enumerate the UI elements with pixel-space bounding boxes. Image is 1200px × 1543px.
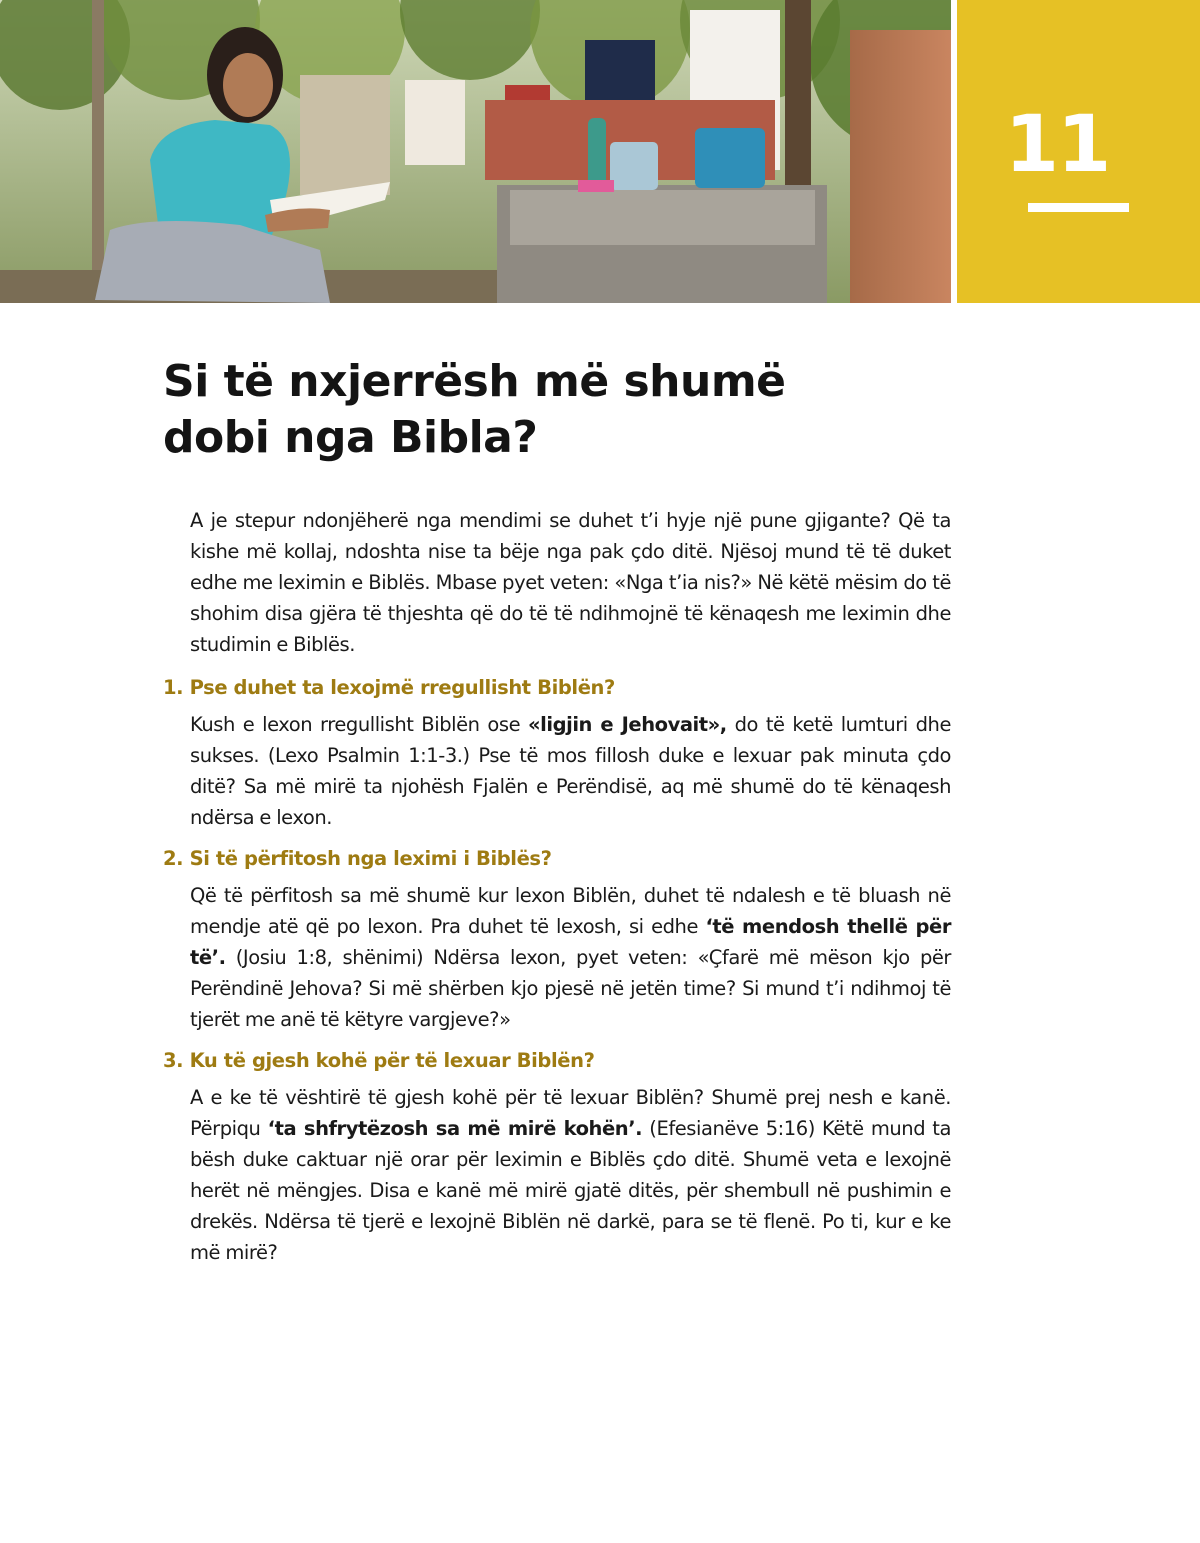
question-section-3 xyxy=(163,1047,951,1268)
answer-text: (Efesianëve 5:16) Këtë mund ta bësh duke caktuar një orar për leximin e Biblës çdo ditë. Shumë veta e lexojnë herët në mëngjes. Disa e kanë më mirë gjatë ditës, për shembull në pushimin e drekës. Ndërsa të tjerë e lexojnë Biblën në darkë, para se të flenë. Po ti, kur e ke më mirë? xyxy=(190,1117,951,1264)
question-answer-1 xyxy=(190,709,951,833)
answer-emphasis: ‘të mendosh thellë për të’. xyxy=(190,915,951,969)
lesson-number-underline xyxy=(1028,203,1129,212)
answer-text: do të ketë lumturi dhe sukses. (Lexo Psalmin 1:1-3.) Pse të mos fillosh duke e lexuar pak minuta çdo ditë? Sa më mirë ta njohësh Fjalën e Perëndisë, aq më shumë do të kënaqesh ndërsa e lexon. xyxy=(190,713,951,829)
question-answer-3 xyxy=(190,1082,951,1268)
question-answer-2 xyxy=(190,880,951,1035)
answer-text: A e ke të vështirë të gjesh kohë për të lexuar Biblën? Shumë prej nesh e kanë. Përpiqu xyxy=(190,1086,951,1140)
question-heading-1: 1. Pse duhet ta lexojmë rregullisht Biblën? xyxy=(163,676,615,699)
answer-text: Që të përfitosh sa më shumë kur lexon Biblën, duhet të ndalesh e të bluash në mendje atë që po lexon. Pra duhet të lexosh, si edhe xyxy=(190,884,951,938)
answer-text: (Josiu 1:8, shënimi) Ndërsa lexon, pyet veten: «Çfarë më mëson kjo për Perëndinë Jehova? Si më shërben kjo pjesë në jetën time? Si mund t’i ndihmoj të tjerët me anë të këtyre vargjeve?» xyxy=(190,946,951,1031)
question-section-1 xyxy=(163,674,951,833)
lesson-number: 11 xyxy=(1004,100,1110,190)
lesson-content xyxy=(163,505,951,1280)
question-heading-3: 3. Ku të gjesh kohë për të lexuar Biblën? xyxy=(163,1049,595,1072)
answer-emphasis: ‘ta shfrytëzosh sa më mirë kohën’. xyxy=(267,1117,643,1140)
title-line-2: dobi nga Bibla? xyxy=(163,412,538,463)
header-photo xyxy=(0,0,951,303)
page-title xyxy=(163,354,923,466)
title-line-1: Si të nxjerrësh më shumë xyxy=(163,356,786,407)
question-heading-2: 2. Si të përfitosh nga leximi i Biblës? xyxy=(163,847,552,870)
answer-emphasis: «ligjin e Jehovait», xyxy=(527,713,727,736)
question-section-2 xyxy=(163,845,951,1035)
intro-paragraph: A je stepur ndonjëherë nga mendimi se duhet t’i hyje një pune gjigante? Që ta kishe më kollaj, ndoshta nise ta bëje nga pak çdo ditë. Njësoj mund të të duket edhe me leximin e Biblës. Mbase pyet veten: «Nga t’ia nis?» Në këtë mësim do të shohim disa gjëra të thjeshta që do të të ndihmojnë të kënaqesh me leximin dhe studimin e Biblës. xyxy=(190,509,951,656)
answer-text: Kush e lexon rregullisht Biblën ose xyxy=(190,713,528,736)
lesson-number-box xyxy=(957,0,1200,303)
